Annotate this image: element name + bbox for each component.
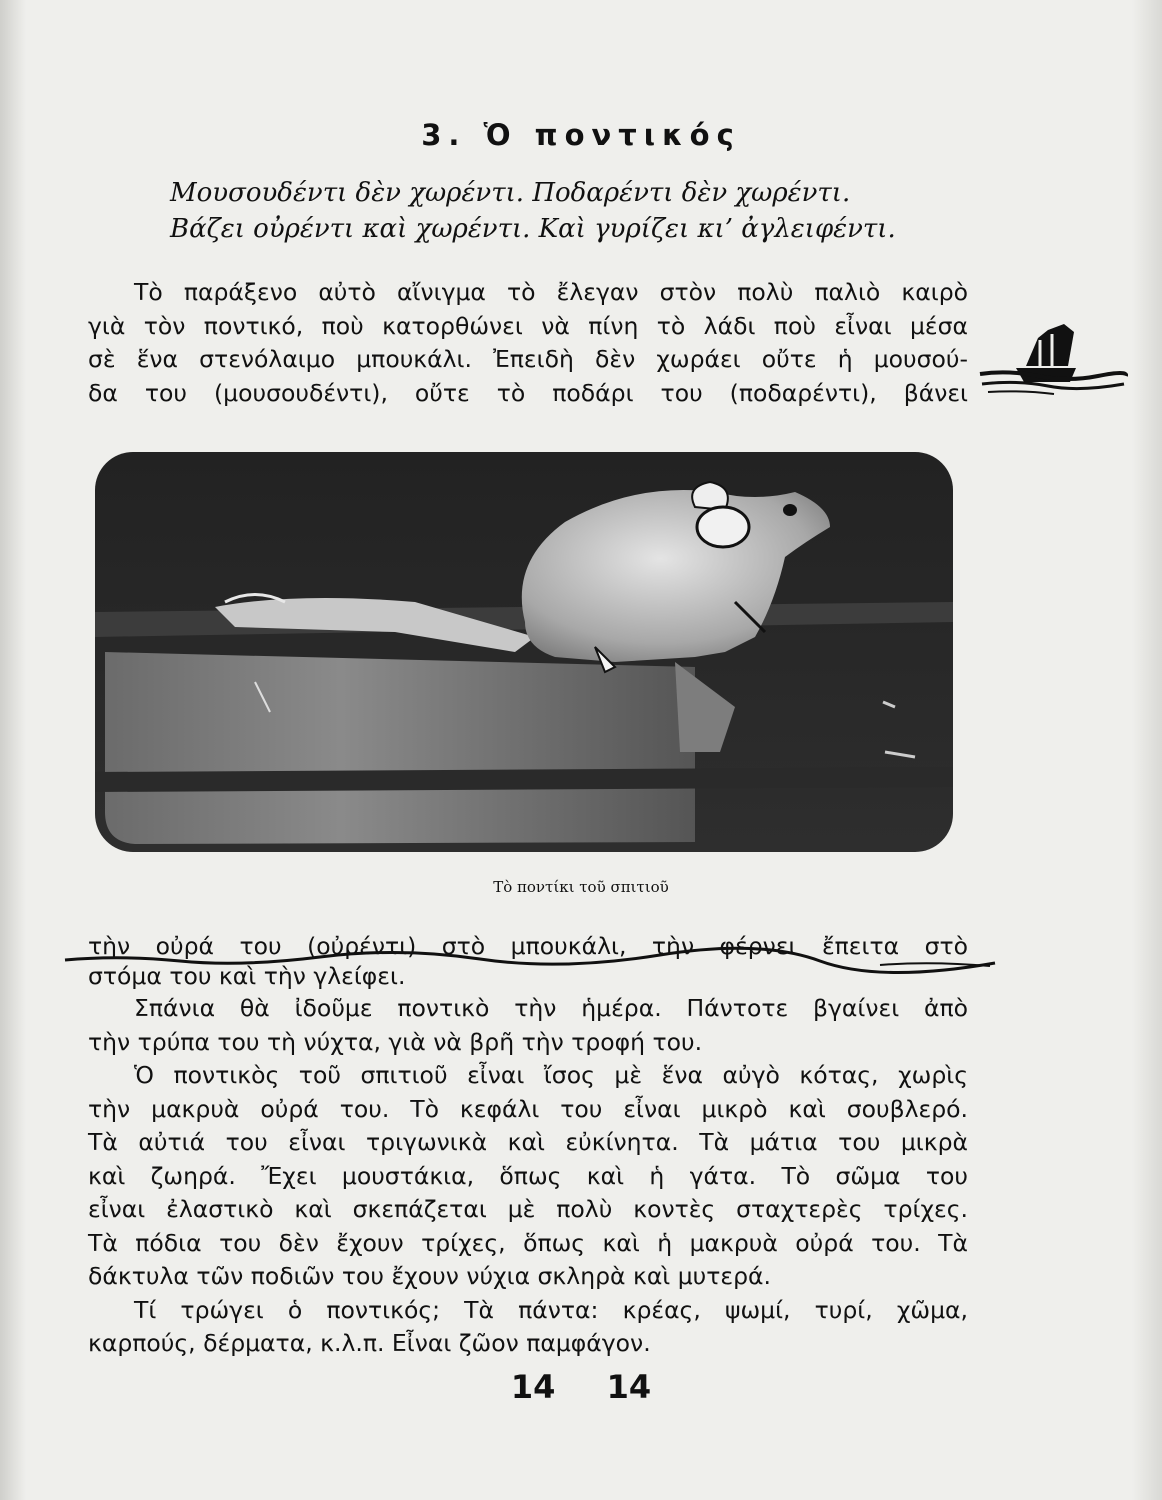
boat-doodle-icon: [978, 310, 1128, 410]
body-p1-line-2: τὴν τρύπα του τὴ νύχτα, γιὰ νὰ βρῆ τὴν τροφή του.: [88, 1027, 703, 1056]
illustration-caption: Τὸ ποντίκι τοῦ σπιτιοῦ: [493, 878, 669, 896]
body-p2-line-7: δάκτυλα τῶν ποδιῶν του ἔχουν νύχια σκληρὰ καὶ μυτερά.: [88, 1262, 772, 1290]
body-p2-line-5: εἶναι ἐλαστικὸ καὶ σκεπάζεται μὲ πολὺ κοντὲς σταχτερὲς τρίχες.: [88, 1195, 968, 1223]
intro-line-4: δα του (μουσουδέντι), οὔτε τὸ ποδάρι του (ποδαρέντι), βάνει: [88, 378, 968, 407]
continuation-line-2: στόμα του καὶ τὴν γλείφει.: [88, 962, 406, 990]
body-p3-line-2: καρπούς, δέρματα, κ.λ.π. Εἶναι ζῶον παμφάγον.: [88, 1329, 651, 1357]
chapter-title: 3. Ὁ ποντικός: [421, 118, 741, 152]
body-p2-line-4: καὶ ζωηρά. Ἔχει μουστάκια, ὅπως καὶ ἡ γάτα. Τὸ σῶμα του: [88, 1161, 968, 1190]
intro-line-1: Τὸ παράξενο αὐτὸ αἴνιγμα τὸ ἔλεγαν στὸν πολὺ παλιὸ καιρὸ: [134, 278, 968, 306]
riddle-line-2: Βάζει οὐρέντι καὶ χωρέντι. Καὶ γυρίζει κι’ ἀγλειφέντι.: [170, 214, 896, 244]
continuation-line-1: τὴν οὐρά του (οὐρέντι) στὸ μπουκάλι, τὴν φέρνει ἔπειτα στὸ: [88, 932, 968, 960]
riddle-line-1: Μουσουδέντι δὲν χωρέντι. Ποδαρέντι δὲν χωρέντι.: [170, 178, 851, 208]
body-p2-line-1: Ὁ ποντικὸς τοῦ σπιτιοῦ εἶναι ἴσος μὲ ἕνα αὐγὸ κότας, χωρὶς: [134, 1061, 968, 1089]
intro-line-3: σὲ ἕνα στενόλαιμο μπουκάλι. Ἐπειδὴ δὲν χωράει οὔτε ἡ μουσού-: [88, 345, 968, 373]
page-shadow-left: [0, 0, 26, 1500]
body-p2-line-3: Τὰ αὐτιά του εἶναι τριγωνικὰ καὶ εὐκίνητα. Τὰ μάτια του μικρὰ: [88, 1128, 968, 1156]
mouse-illustration: [95, 452, 953, 852]
body-p2-line-2: τὴν μακρυὰ οὐρά του. Τὸ κεφάλι του εἶναι μικρὸ καὶ σουβλερό.: [88, 1094, 968, 1123]
intro-paragraph: [88, 276, 968, 410]
page-number: 14 14: [510, 1368, 652, 1406]
intro-line-2: γιὰ τὸν ποντικό, ποὺ κατορθώνει νὰ πίνη τὸ λάδι ποὺ εἶναι μέσα: [88, 311, 968, 340]
page-shadow-right: [1132, 0, 1162, 1500]
body-p3-line-1: Τί τρώγει ὁ ποντικός; Τὰ πάντα: κρέας, ψωμί, τυρί, χῶμα,: [134, 1295, 968, 1324]
body-text: [88, 992, 968, 1361]
body-p2-line-6: Τὰ πόδια του δὲν ἔχουν τρίχες, ὅπως καὶ ἡ μακρυὰ οὐρά του. Τὰ: [88, 1228, 968, 1257]
body-p1-line-1: Σπάνια θὰ ἰδοῦμε ποντικὸ τὴν ἡμέρα. Πάντοτε βγαίνει ἀπὸ: [134, 994, 968, 1022]
